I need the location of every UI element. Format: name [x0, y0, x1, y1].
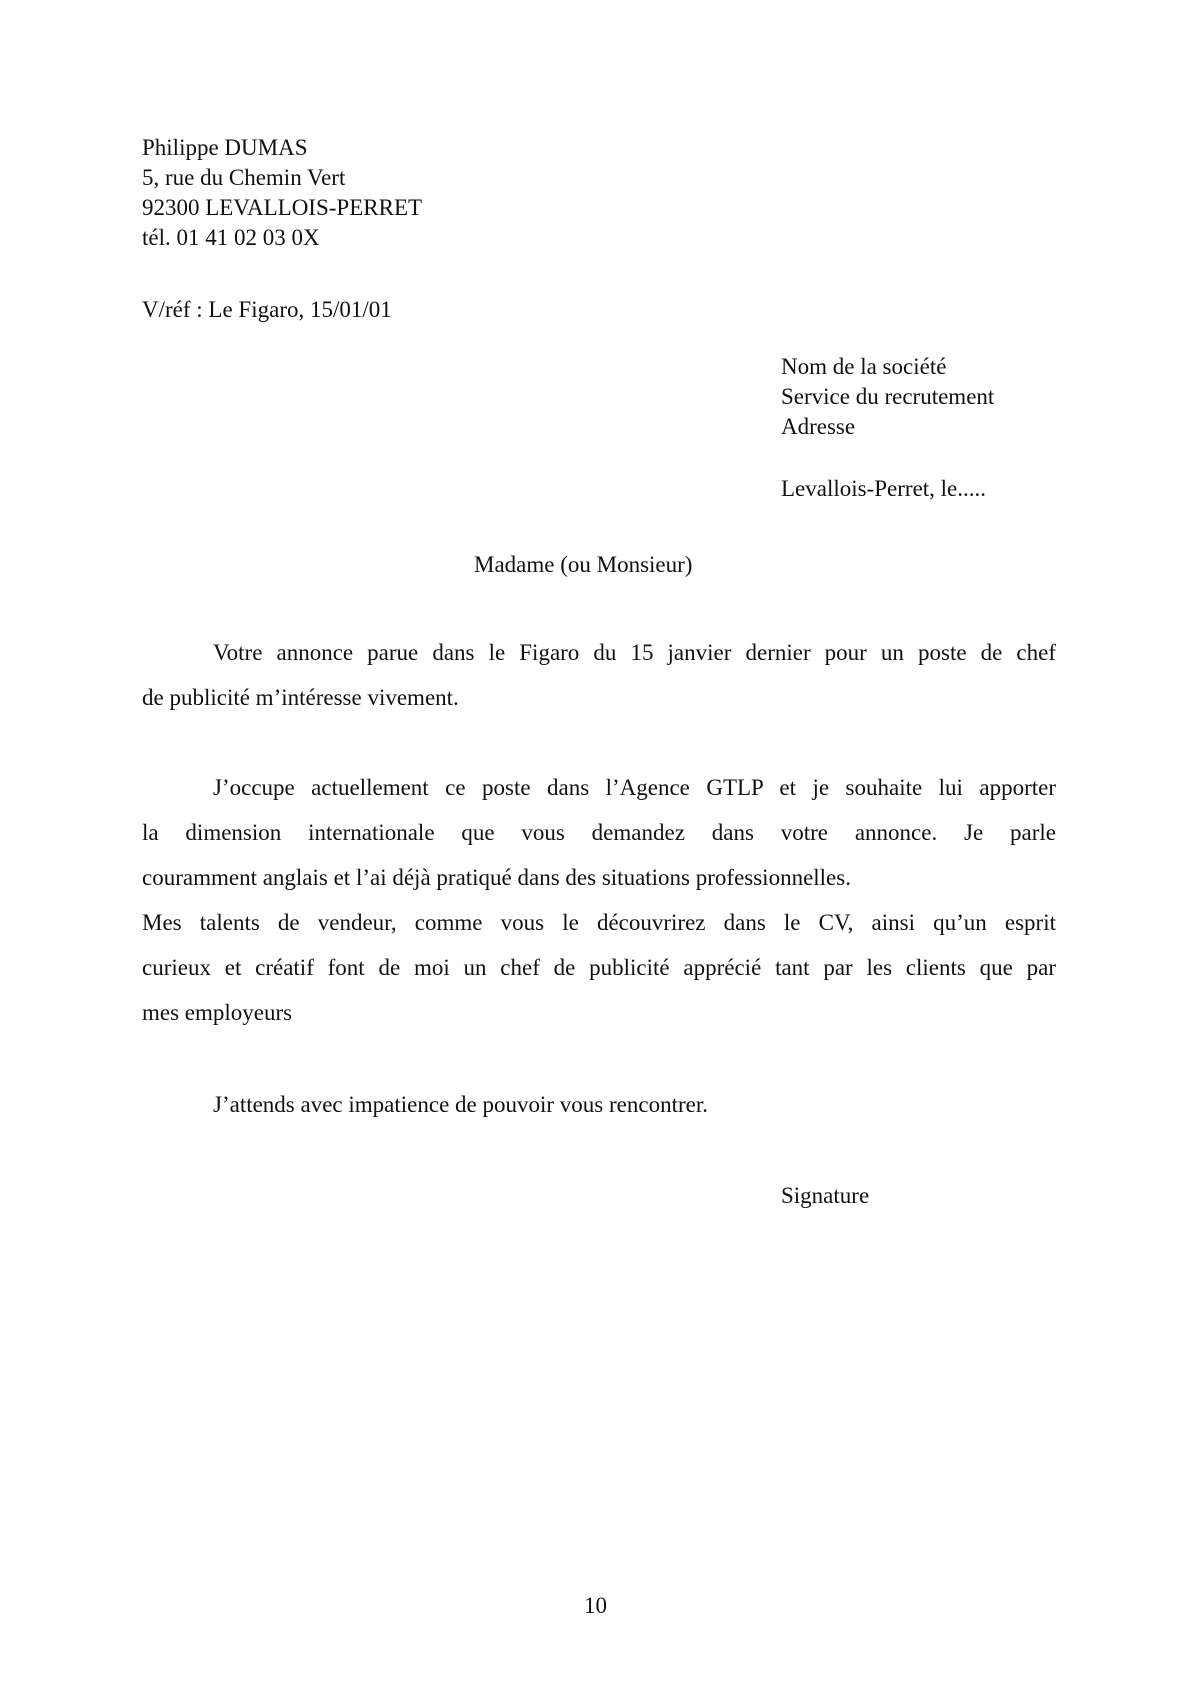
paragraph-1	[142, 630, 1056, 720]
paragraph-2-line-3: couramment anglais et l’ai déjà pratiqué dans des situations professionnelles.	[142, 865, 851, 890]
recipient-company: Nom de la société	[781, 354, 947, 379]
paragraph-2	[142, 765, 1056, 1035]
sender-phone: tél. 01 41 02 03 0X	[142, 225, 320, 250]
salutation: Madame (ou Monsieur)	[474, 552, 693, 577]
sender-city: 92300 LEVALLOIS-PERRET	[142, 195, 423, 220]
paragraph-2-line-2: la dimension internationale que vous demandez dans votre annonce. Je parle	[142, 820, 1056, 845]
paragraph-1-line-2: de publicité m’intéresse vivement.	[142, 685, 459, 710]
paragraph-2-line-1: J’occupe actuellement ce poste dans l’Agence GTLP et je souhaite lui apporter	[213, 775, 1056, 800]
recipient-address	[781, 352, 994, 442]
reference-line: V/réf : Le Figaro, 15/01/01	[142, 297, 392, 322]
sender-street: 5, rue du Chemin Vert	[142, 165, 346, 190]
recipient-department: Service du recrutement	[781, 384, 995, 409]
sender-name: Philippe DUMAS	[142, 135, 308, 160]
page-number: 10	[584, 1593, 607, 1618]
paragraph-2-line-4: Mes talents de vendeur, comme vous le découvrirez dans le CV, ainsi qu’un esprit	[142, 910, 1056, 935]
place-date: Levallois-Perret, le.....	[781, 476, 987, 501]
sender-address	[142, 133, 422, 253]
paragraph-3: J’attends avec impatience de pouvoir vous rencontrer.	[213, 1092, 708, 1117]
paragraph-2-line-6: mes employeurs	[142, 1000, 293, 1025]
recipient-address-line: Adresse	[781, 414, 856, 439]
paragraph-1-line-1: Votre annonce parue dans le Figaro du 15 janvier dernier pour un poste de chef	[213, 640, 1056, 665]
signature: Signature	[781, 1183, 870, 1208]
paragraph-2-line-5: curieux et créatif font de moi un chef de publicité apprécié tant par les clients que par	[142, 955, 1056, 980]
